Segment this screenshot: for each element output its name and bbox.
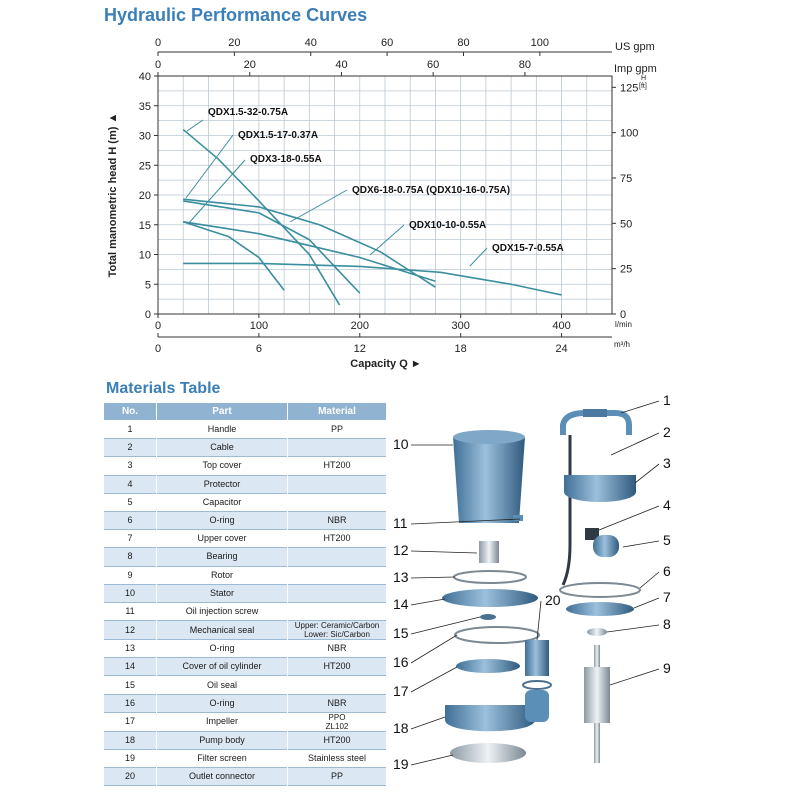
cell-part: Cover of oil cylinder [157, 658, 288, 676]
performance-chart [0, 0, 800, 380]
table-row [104, 640, 387, 658]
callout-number-11: 11 [393, 515, 408, 531]
cell-no: 2 [104, 439, 157, 457]
table-row [104, 658, 387, 676]
series-annotation-3: QDX3-18-0.55A [250, 154, 322, 165]
usgpm-unit-label: US gpm [615, 41, 655, 53]
callout-leader [411, 717, 445, 729]
usgpm-tick-label: 20 [228, 37, 241, 49]
ft-tick-label: 25 [620, 263, 633, 276]
table-row [104, 511, 387, 529]
cell-part: Pump body [157, 731, 288, 749]
x-tick-label: 300 [451, 320, 470, 332]
part-o-ring-6 [560, 583, 640, 597]
callout-leader [610, 669, 659, 685]
table-row [104, 530, 387, 548]
usgpm-tick-label: 40 [304, 37, 317, 49]
materials-table [103, 402, 387, 786]
cell-material: PP [288, 421, 387, 439]
cell-part: Stator [157, 584, 288, 602]
callout-leader [611, 433, 659, 455]
annotation-leader [188, 160, 245, 224]
cell-part: Capacitor [157, 493, 288, 511]
cell-no: 9 [104, 566, 157, 584]
callout-number-3: 3 [663, 455, 671, 471]
table-row [104, 768, 387, 786]
cell-material-line2: Lower: Sic/Carbon [304, 630, 370, 640]
table-row [104, 475, 387, 493]
impgpm-tick-label: 80 [518, 59, 532, 71]
cell-material: HT200 [288, 731, 387, 749]
cell-part: Protector [157, 475, 288, 493]
callout-number-18: 18 [393, 720, 409, 736]
cell-no: 4 [104, 475, 157, 493]
callout-leader [411, 577, 455, 578]
cell-no: 14 [104, 658, 157, 676]
callout-number-4: 4 [663, 497, 671, 513]
cell-part: Oil seal [157, 676, 288, 694]
part-oil-injection-screw [513, 515, 523, 521]
callout-number-1: 1 [663, 395, 671, 408]
impgpm-tick-label: 40 [335, 59, 348, 71]
cell-no: 1 [104, 421, 157, 439]
header-part: Part [157, 403, 288, 421]
part-oil-seal [480, 614, 496, 620]
table-row [104, 548, 387, 566]
y-tick-label: 5 [144, 279, 151, 292]
x-tick-label: 400 [552, 320, 571, 332]
callout-number-14: 14 [393, 596, 409, 612]
table-row [104, 750, 387, 768]
cell-part: Upper cover [157, 530, 288, 548]
callout-number-8: 8 [663, 616, 671, 632]
callout-leader [621, 401, 659, 413]
cell-material [288, 602, 387, 620]
m3h-unit-label: m³/h [614, 340, 630, 349]
cell-part: O-ring [157, 640, 288, 658]
table-row [104, 621, 387, 640]
table-row [104, 457, 387, 475]
callout-leader [599, 506, 659, 530]
cell-material [288, 621, 387, 640]
chart-series [183, 130, 561, 306]
cell-material: Stainless steel [288, 750, 387, 768]
cell-no: 16 [104, 694, 157, 712]
cell-material-line2: ZL102 [325, 721, 349, 731]
y-tick-label: 20 [138, 190, 151, 202]
callout-number-5: 5 [663, 532, 671, 548]
cell-part: Rotor [157, 566, 288, 584]
cell-material: HT200 [288, 457, 387, 475]
cell-material [288, 676, 387, 694]
y-tick-label: 30 [138, 130, 151, 143]
materials-table-body [104, 421, 387, 786]
x-tick-label: 100 [249, 320, 269, 332]
cell-no: 15 [104, 676, 157, 694]
callout-number-15: 15 [393, 625, 409, 641]
callout-number-20: 20 [545, 592, 561, 608]
callout-number-9: 9 [663, 660, 671, 676]
part-stator-housing [453, 430, 525, 523]
callout-number-6: 6 [663, 563, 671, 579]
callout-leader [634, 598, 659, 608]
table-row [104, 676, 387, 694]
callout-number-13: 13 [393, 569, 409, 585]
ft-tick-label: 50 [620, 218, 633, 231]
ft-tick-label: 125 [620, 82, 639, 95]
series-annotation-6: QDX15-7-0.55A [492, 243, 564, 254]
part-cable [563, 435, 570, 585]
callout-leader [411, 617, 480, 634]
part-o-ring-13 [454, 571, 526, 583]
cell-material: HT200 [288, 530, 387, 548]
cell-no: 8 [104, 548, 157, 566]
callout-number-19: 19 [393, 756, 409, 772]
cell-part: Impeller [157, 712, 288, 731]
y-axis-title: Total manometric head H (m) ▲ [107, 112, 119, 278]
impgpm-unit-label: Imp gpm [614, 63, 657, 75]
usgpm-tick-label: 100 [530, 37, 550, 49]
impgpm-tick-label: 20 [243, 59, 256, 71]
header-material: Material [288, 403, 387, 421]
callout-number-17: 17 [393, 683, 409, 699]
cell-no: 11 [104, 602, 157, 620]
cell-part: O-ring [157, 694, 288, 712]
callout-number-2: 2 [663, 424, 671, 440]
cell-no: 18 [104, 731, 157, 749]
cell-part: Top cover [157, 457, 288, 475]
usgpm-tick-label: 80 [457, 37, 470, 49]
callout-leader [623, 541, 659, 547]
callout-leader [411, 635, 457, 663]
cell-material-line1: Upper: Ceramic/Carbon [294, 621, 380, 631]
callout-leader [607, 625, 659, 632]
usgpm-tick-label: 0 [154, 37, 162, 49]
cell-part: Cable [157, 439, 288, 457]
x-tick-label: 0 [154, 320, 162, 332]
series-annotation-4: QDX6-18-0.75A (QDX10-16-0.75A) [352, 185, 511, 196]
cell-no: 7 [104, 530, 157, 548]
table-row [104, 566, 387, 584]
m3h-tick-label: 0 [154, 343, 162, 355]
cell-no: 3 [104, 457, 157, 475]
cell-no: 5 [104, 493, 157, 511]
ft-tick-label: 0 [620, 309, 627, 321]
table-row [104, 584, 387, 602]
cell-material [288, 475, 387, 493]
table-row [104, 493, 387, 511]
x-axis-title: Capacity Q ► [350, 358, 422, 370]
cell-part: Oil injection screw [157, 602, 288, 620]
callout-leader [640, 572, 659, 588]
cell-no: 19 [104, 750, 157, 768]
part-pump-body [445, 690, 549, 731]
y-tick-label: 15 [138, 219, 151, 232]
cell-material [288, 439, 387, 457]
cell-material: NBR [288, 640, 387, 658]
callout-leader [411, 599, 445, 605]
cell-part: Handle [157, 421, 288, 439]
part-impeller [456, 659, 520, 673]
part-mechanical-seal [479, 541, 499, 563]
callout-number-12: 12 [393, 542, 409, 558]
ft-tick-label: 100 [620, 127, 639, 140]
part-capacitor [593, 535, 619, 557]
cell-material [288, 712, 387, 731]
cell-no: 17 [104, 712, 157, 731]
m3h-tick-label: 18 [454, 343, 467, 355]
y-tick-label: 35 [138, 100, 151, 113]
cell-no: 10 [104, 584, 157, 602]
table-row [104, 439, 387, 457]
usgpm-tick-label: 60 [380, 37, 394, 49]
ft-unit-label-h: H [641, 75, 647, 82]
cell-material: NBR [288, 694, 387, 712]
annotation-leader [187, 120, 203, 131]
series-annotation-1: QDX1.5-32-0.75A [208, 107, 289, 118]
part-top-cover [564, 475, 636, 502]
cell-no: 13 [104, 640, 157, 658]
y-tick-label: 10 [138, 249, 151, 262]
callout-number-16: 16 [393, 654, 409, 670]
cell-part: Mechanical seal [157, 621, 288, 640]
cell-material: HT200 [288, 658, 387, 676]
table-row [104, 731, 387, 749]
x-tick-label: 200 [350, 320, 369, 332]
ft-tick-label: 75 [620, 172, 633, 185]
cell-material-line1: PPO [328, 712, 346, 722]
callout-leader [635, 464, 659, 483]
chart-title: Hydraulic Performance Curves [104, 5, 368, 25]
chart-axes [107, 37, 657, 370]
table-row [104, 421, 387, 439]
cell-part: O-ring [157, 511, 288, 529]
cell-material [288, 584, 387, 602]
y-tick-label: 40 [138, 71, 151, 83]
cell-material [288, 493, 387, 511]
table-row [104, 602, 387, 620]
cell-material: PP [288, 768, 387, 786]
callout-number-10: 10 [393, 436, 409, 452]
chart-labels [186, 107, 564, 266]
annotation-leader [470, 248, 487, 266]
part-outlet-connector [523, 640, 551, 689]
cell-no: 6 [104, 511, 157, 529]
table-row [104, 712, 387, 731]
exploded-view-diagram [385, 395, 685, 795]
ft-unit-label-ft: [ft] [639, 83, 647, 90]
header-no: No. [104, 403, 157, 421]
y-tick-label: 25 [138, 160, 151, 173]
series-line-6 [183, 263, 561, 295]
callout-number-7: 7 [663, 589, 671, 605]
x-unit-label: l/min [615, 320, 632, 329]
y-tick-label: 0 [144, 309, 151, 321]
part-filter-screen [450, 743, 526, 763]
series-annotation-2: QDX1.5-17-0.37A [238, 130, 319, 141]
m3h-tick-label: 24 [555, 343, 568, 355]
part-upper-cover [566, 602, 634, 616]
materials-table-title: Materials Table [106, 380, 221, 397]
impgpm-tick-label: 0 [154, 59, 162, 71]
m3h-tick-label: 12 [353, 343, 366, 355]
cell-no: 12 [104, 621, 157, 640]
callout-leader [411, 551, 477, 553]
part-oil-cylinder-cover [442, 589, 538, 607]
cell-material [288, 548, 387, 566]
cell-material [288, 566, 387, 584]
impgpm-tick-label: 60 [427, 59, 440, 71]
cell-part: Outlet connector [157, 768, 288, 786]
cell-part: Filter screen [157, 750, 288, 768]
table-row [104, 694, 387, 712]
callout-leader [411, 755, 453, 765]
cell-part: Bearing [157, 548, 288, 566]
part-handle [563, 409, 629, 435]
part-bearing [587, 628, 607, 636]
callout-leader [411, 667, 457, 692]
part-rotor [584, 645, 610, 763]
cell-material: NBR [288, 511, 387, 529]
series-annotation-5: QDX10-10-0.55A [409, 220, 487, 231]
m3h-tick-label: 6 [255, 343, 262, 355]
cell-no: 20 [104, 768, 157, 786]
